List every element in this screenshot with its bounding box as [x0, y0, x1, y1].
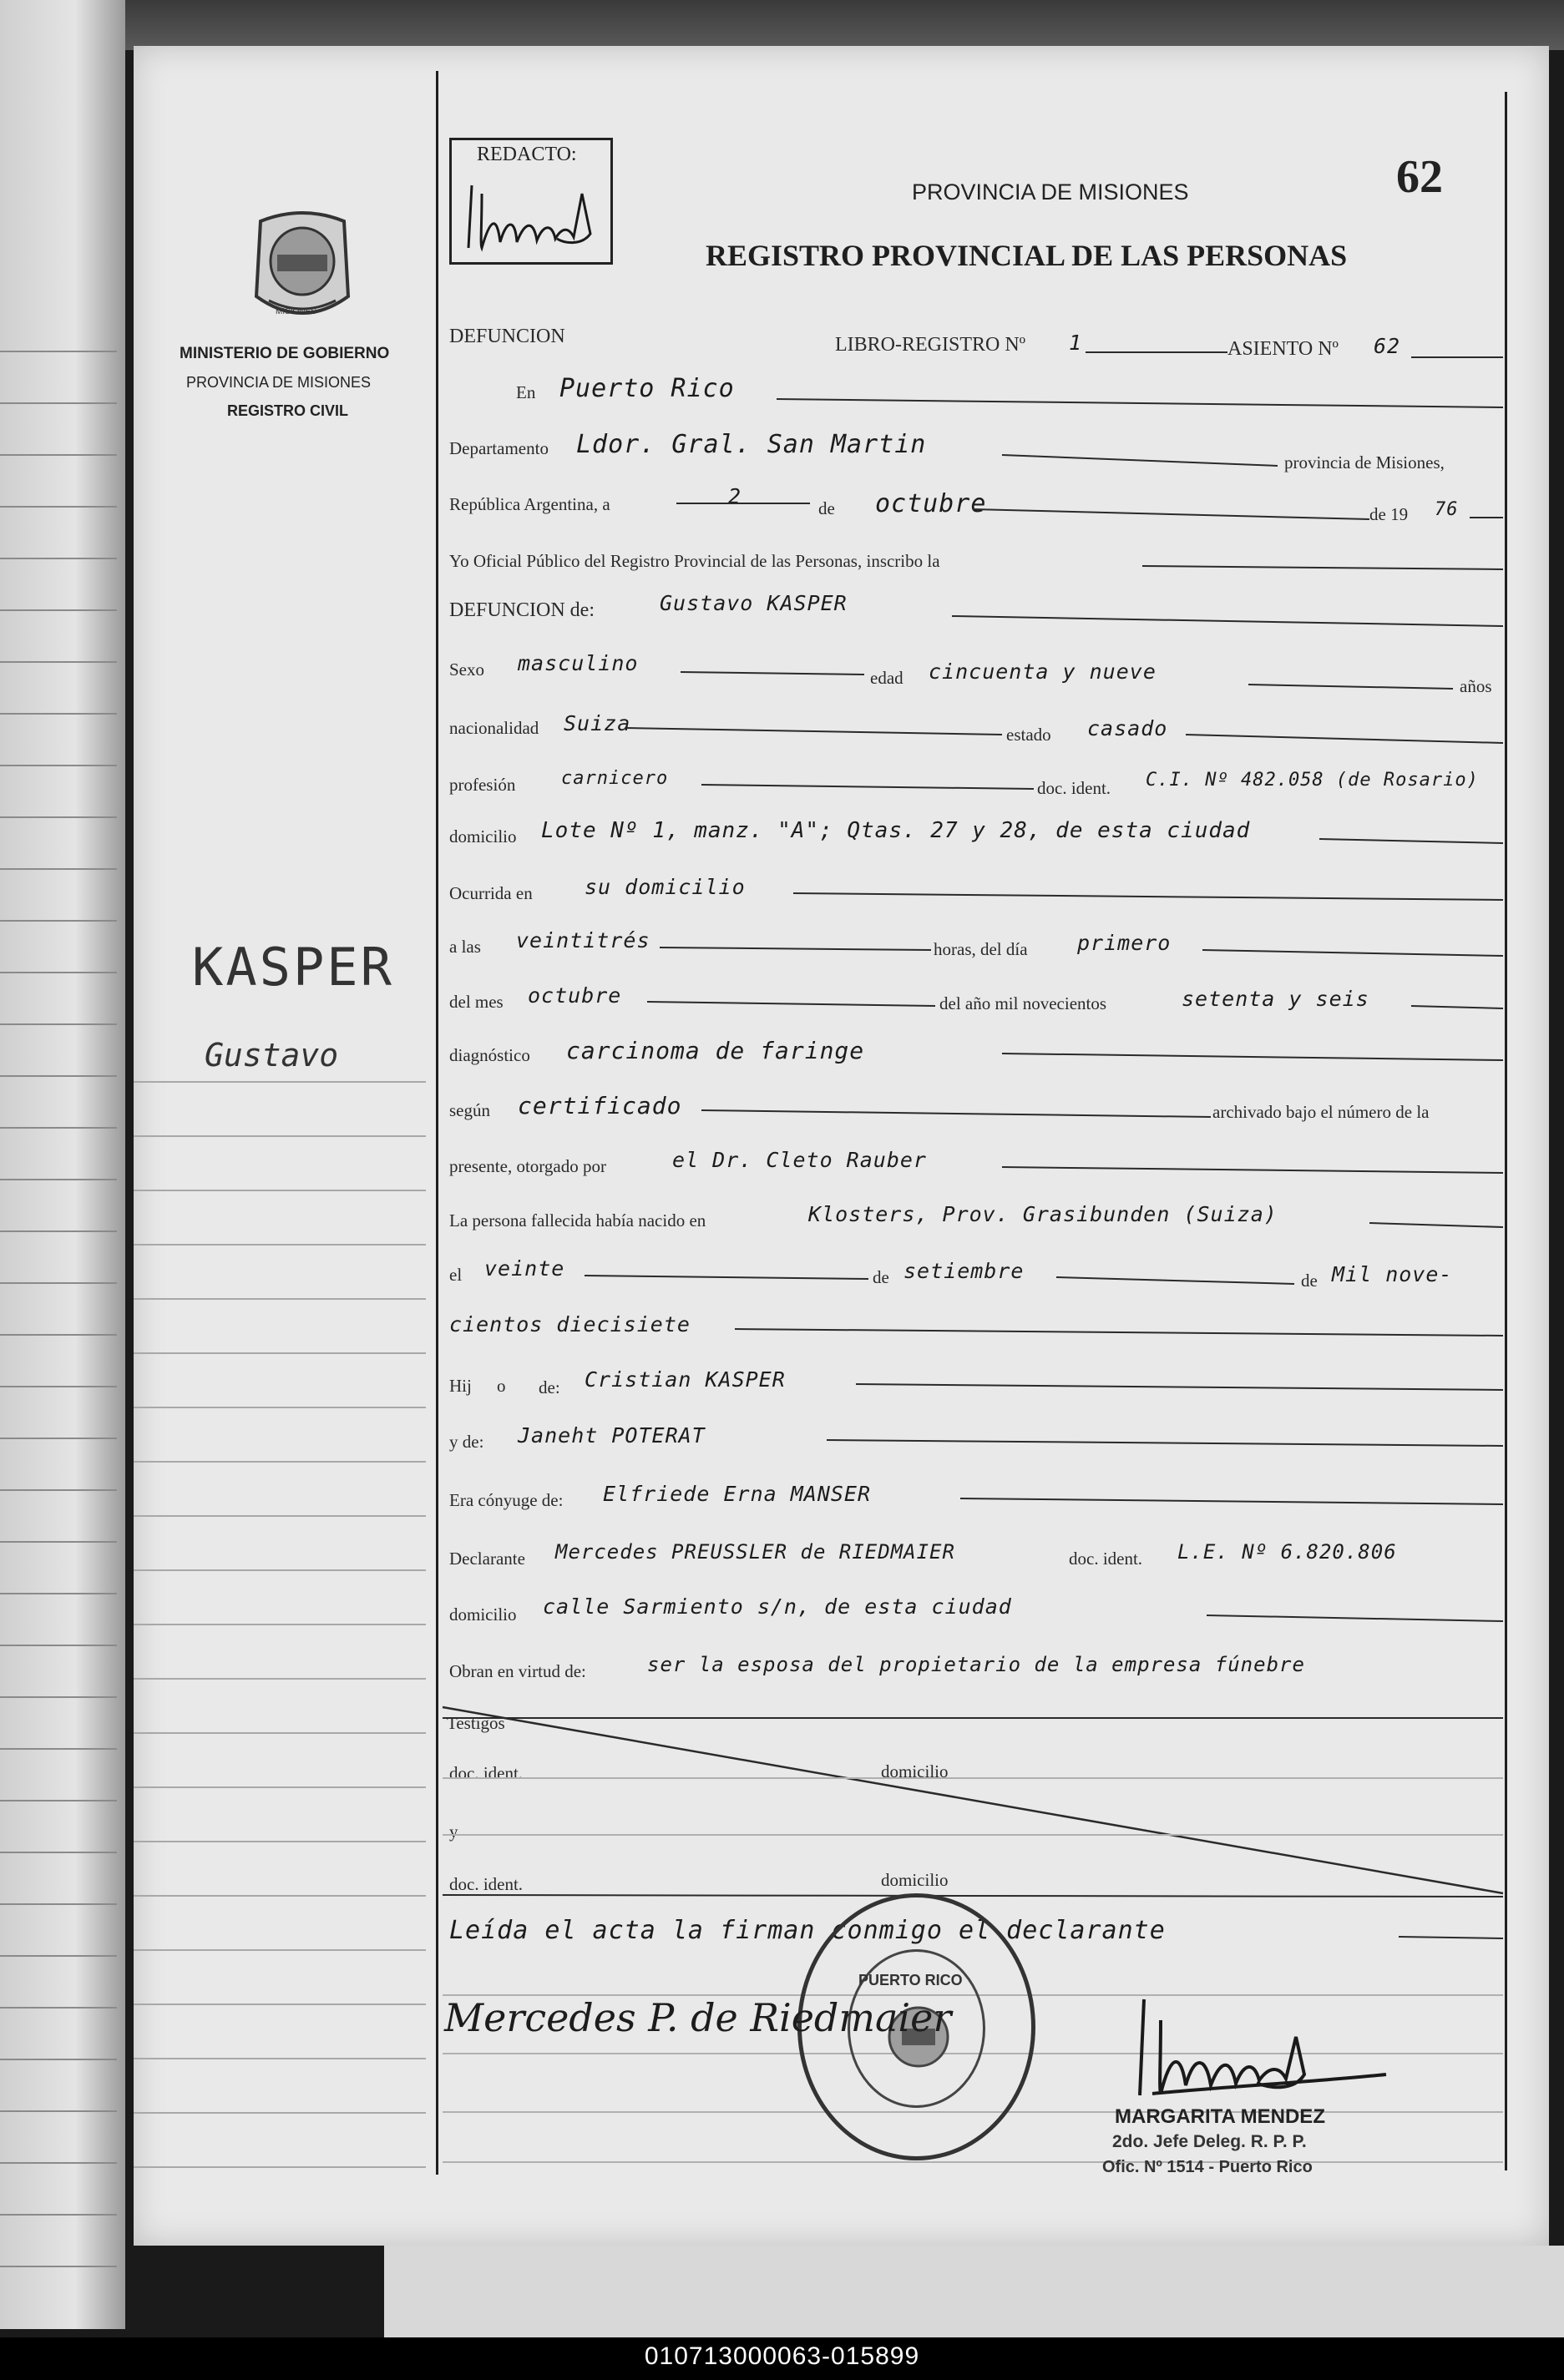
- segun-value: certificado: [518, 1092, 682, 1119]
- mes-label: del mes: [449, 992, 504, 1012]
- de-label-2: de: [873, 1267, 889, 1287]
- anio-value: setenta y seis: [1182, 987, 1369, 1011]
- nacionalidad-value: Suiza: [564, 711, 631, 735]
- republica-label: República Argentina, a: [449, 494, 610, 514]
- official-title: 2do. Jefe Deleg. R. P. P.: [1112, 2132, 1307, 2151]
- segun-label: según: [449, 1100, 490, 1120]
- document-id: 010713000063-015899: [644, 2342, 920, 2370]
- departamento-value: Ldor. Gral. San Martin: [576, 430, 927, 459]
- padre-value: Cristian KASPER: [585, 1367, 786, 1392]
- libro-label: LIBRO-REGISTRO Nº: [835, 334, 1026, 356]
- provincia-suffix: provincia de Misiones,: [1284, 452, 1445, 472]
- departamento-label: Departamento: [449, 438, 549, 458]
- sexo-label: Sexo: [449, 659, 484, 680]
- testigo-y-label: y: [449, 1822, 458, 1842]
- asiento-label: ASIENTO Nº: [1227, 338, 1339, 360]
- seal-caption: MISIONES: [276, 307, 316, 316]
- nacido-value: Klosters, Prov. Grasibunden (Suiza): [808, 1202, 1278, 1226]
- month-value: octubre: [875, 489, 987, 518]
- testigo-doc-label: doc. ident.: [449, 1763, 524, 1783]
- a-las-label: a las: [449, 937, 481, 957]
- declarante-domicilio-label: domicilio: [449, 1604, 517, 1625]
- testigos-label: Testigos: [447, 1713, 505, 1733]
- de-label: de: [818, 498, 835, 518]
- ministry-line-3: REGISTRO CIVIL: [227, 402, 349, 419]
- diagnostico-value: carcinoma de faringe: [566, 1037, 865, 1064]
- mes-value: octubre: [528, 983, 622, 1008]
- year-label: de 19: [1369, 504, 1409, 524]
- redacto-label: REDACTO:: [477, 144, 577, 165]
- madre-label: y de:: [449, 1432, 484, 1452]
- ocurrida-label: Ocurrida en: [449, 883, 533, 903]
- conyuge-label: Era cónyuge de:: [449, 1490, 564, 1510]
- sexo-value: masculino: [518, 651, 639, 675]
- doc-value: C.I. Nº 482.058 (de Rosario): [1146, 770, 1479, 791]
- official-signature: [1119, 1987, 1403, 2112]
- en-value: Puerto Rico: [559, 374, 735, 403]
- dia-value: primero: [1077, 931, 1172, 955]
- hijo-suffix: o: [497, 1376, 506, 1396]
- edad-label: edad: [870, 668, 903, 688]
- el-label: el: [449, 1265, 463, 1285]
- registry-title: REGISTRO PROVINCIAL DE LAS PERSONAS: [706, 239, 1348, 272]
- leida-value: Leída el acta la firman conmigo el declarante: [449, 1916, 1166, 1945]
- presente-value: el Dr. Cleto Rauber: [672, 1148, 927, 1172]
- anos-label: años: [1460, 676, 1492, 696]
- hijo-de-label: de:: [539, 1377, 560, 1397]
- profesion-value: carnicero: [561, 768, 669, 789]
- estado-value: casado: [1087, 716, 1168, 740]
- diagnostico-label: diagnóstico: [449, 1045, 530, 1065]
- margin-surname: KASPER: [192, 937, 394, 998]
- year-value: 76: [1435, 499, 1459, 520]
- domicilio-value: Lote Nº 1, manz. "A"; Qtas. 27 y 28, de esta ciudad: [541, 818, 1251, 843]
- defuncion-label: DEFUNCION de:: [449, 599, 595, 621]
- declarante-doc-value: L.E. Nº 6.820.806: [1177, 1540, 1397, 1564]
- act-type-label: DEFUNCION: [449, 326, 565, 347]
- profesion-label: profesión: [449, 775, 516, 795]
- nacido-label: La persona fallecida había nacido en: [449, 1210, 706, 1230]
- estado-label: estado: [1006, 725, 1051, 745]
- libro-value: 1: [1069, 331, 1083, 355]
- edad-value: cincuenta y nueve: [929, 659, 1157, 684]
- page-number: 62: [1396, 151, 1443, 203]
- horas-label: horas, del día: [934, 939, 1028, 959]
- de-label-3: de: [1301, 1271, 1318, 1291]
- defuncion-value: Gustavo KASPER: [660, 591, 848, 615]
- nac-anio-value-1: Mil nove-: [1332, 1262, 1453, 1286]
- asiento-value: 62: [1374, 334, 1401, 358]
- official-office: Ofic. Nº 1514 - Puerto Rico: [1102, 2158, 1313, 2176]
- nac-mes-value: setiembre: [903, 1259, 1025, 1283]
- en-label: En: [516, 382, 536, 402]
- declarante-doc-label: doc. ident.: [1069, 1549, 1143, 1569]
- hijo-label: Hij: [449, 1376, 472, 1396]
- domicilio-label: domicilio: [449, 826, 517, 846]
- declarante-label: Declarante: [449, 1549, 525, 1569]
- testigo-domicilio-label: domicilio: [881, 1761, 949, 1781]
- presente-label: presente, otorgado por: [449, 1156, 606, 1176]
- ministry-line-2: PROVINCIA DE MISIONES: [186, 374, 372, 391]
- declarante-domicilio-value: calle Sarmiento s/n, de esta ciudad: [543, 1594, 1012, 1619]
- declarante-signature: Mercedes P. de Riedmaier: [444, 1995, 952, 2040]
- declarante-value: Mercedes PREUSSLER de RIEDMAIER: [555, 1540, 955, 1564]
- testigo-domicilio-label-2: domicilio: [881, 1870, 949, 1890]
- el-value: veinte: [484, 1256, 565, 1281]
- day-value: 2: [728, 484, 742, 508]
- obran-label: Obran en virtud de:: [449, 1661, 586, 1681]
- testigo-doc-label-2: doc. ident.: [449, 1874, 524, 1894]
- obran-value: ser la esposa del propietario de la empresa fúnebre: [647, 1653, 1305, 1676]
- conyuge-value: Elfriede Erna MANSER: [603, 1482, 872, 1506]
- ministry-line-1: MINISTERIO DE GOBIERNO: [180, 345, 390, 362]
- doc-label: doc. ident.: [1037, 778, 1111, 798]
- oficial-text: Yo Oficial Público del Registro Provincial de las Personas, inscribo la: [449, 551, 940, 571]
- madre-value: Janeht POTERAT: [518, 1423, 706, 1448]
- archivado-label: archivado bajo el número de la: [1212, 1102, 1430, 1122]
- stamp-text: PUERTO RICO: [858, 1972, 963, 1988]
- official-name: MARGARITA MENDEZ: [1115, 2105, 1325, 2128]
- nac-anio-value-2: cientos diecisiete: [449, 1312, 691, 1337]
- province-title: PROVINCIA DE MISIONES: [912, 179, 1189, 205]
- nacionalidad-label: nacionalidad: [449, 718, 539, 738]
- a-las-value: veintitrés: [516, 928, 650, 953]
- margin-given-name: Gustavo: [205, 1037, 339, 1074]
- ocurrida-value: su domicilio: [585, 875, 746, 899]
- anio-label: del año mil novecientos: [939, 993, 1107, 1013]
